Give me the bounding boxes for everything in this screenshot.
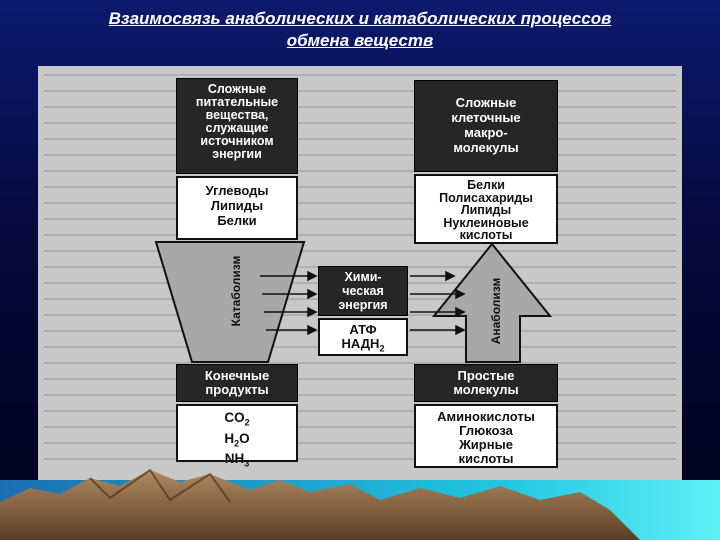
text-line: Полисахариды xyxy=(439,190,533,205)
text-line: Простые xyxy=(457,368,515,383)
text-part: CO xyxy=(224,410,245,425)
subscript: 2 xyxy=(379,343,385,354)
text-line: продукты xyxy=(205,382,269,397)
text-line: энергии xyxy=(212,147,262,161)
text-line: макро- xyxy=(464,125,508,140)
text-line: Сложные xyxy=(455,95,517,110)
text-line: Конечные xyxy=(204,368,270,383)
text-line: Углеводы xyxy=(205,183,269,198)
text-line: кислоты xyxy=(458,451,514,466)
text-line: Липиды xyxy=(210,198,264,213)
text-part: НАДН xyxy=(341,336,380,351)
macromolecules-list xyxy=(414,174,558,244)
nutrients-list xyxy=(176,176,298,240)
energy-carriers-list xyxy=(318,318,408,356)
text-line: источником xyxy=(200,134,274,148)
text-line: АТФ xyxy=(349,322,377,337)
slide-title-line2: обмена веществ xyxy=(286,31,434,50)
complex-macromolecules-header xyxy=(414,80,558,172)
catabolism-label: Катаболизм xyxy=(229,255,243,327)
slide-title-line1: Взаимосвязь анаболических и катаболических процессов xyxy=(108,9,612,28)
text-part: H xyxy=(224,430,235,446)
text-part: NH xyxy=(224,451,245,467)
slide-title xyxy=(40,8,680,52)
text-line: Сложные xyxy=(207,82,267,96)
text-line: клеточные xyxy=(451,110,521,125)
end-products-header xyxy=(176,364,298,402)
subscript: 3 xyxy=(244,459,250,470)
text-line: Нуклеиновые xyxy=(443,215,529,230)
text-line: молекулы xyxy=(453,140,519,155)
anabolism-label: Анаболизм xyxy=(489,277,503,345)
text-line: кислоты xyxy=(459,228,513,242)
text-line: энергия xyxy=(338,298,388,312)
text-part: O xyxy=(239,430,250,446)
mountain-landscape xyxy=(0,437,720,540)
text-line: молекулы xyxy=(453,382,519,397)
text-line: служащие xyxy=(205,121,269,135)
text-line: ческая xyxy=(342,284,384,298)
text-line: Хими- xyxy=(344,270,382,284)
text-line xyxy=(320,337,406,356)
chemical-energy-header xyxy=(318,266,408,316)
simple-molecules-header xyxy=(414,364,558,402)
text-line: Липиды xyxy=(460,203,512,217)
text-line xyxy=(178,410,296,431)
text-line: питательные xyxy=(195,95,279,109)
text-line: Аминокислоты xyxy=(437,409,535,424)
text-line: Глюкоза xyxy=(459,423,513,438)
text-line: Жирные xyxy=(459,437,513,452)
text-line: Белки xyxy=(217,213,257,228)
complex-nutrients-header xyxy=(176,78,298,174)
subscript: 2 xyxy=(244,417,250,428)
subscript: 2 xyxy=(234,438,240,449)
text-line: Белки xyxy=(467,178,505,192)
text-line: вещества, xyxy=(205,108,269,122)
diagram-scan xyxy=(38,66,682,480)
